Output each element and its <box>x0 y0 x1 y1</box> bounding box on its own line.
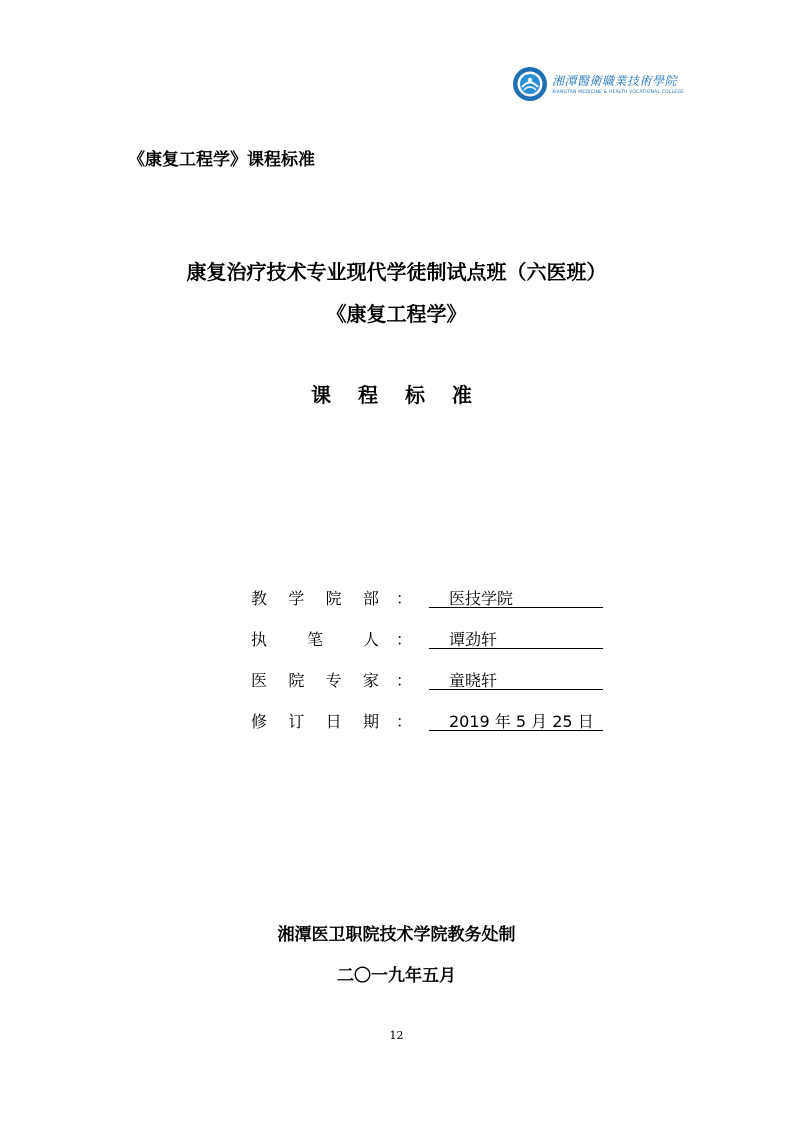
info-value-department: 医技学院 <box>429 586 603 608</box>
document-type-title: 课 程 标 准 <box>311 383 482 407</box>
header-title: 《康复工程学》课程标准 <box>128 150 315 170</box>
info-label: 教 学 院 部 <box>251 589 379 608</box>
info-colon: ： <box>396 671 413 690</box>
info-colon: ： <box>396 630 413 649</box>
info-value-revision-date: 2019 年 5 月 25 日 <box>429 709 603 731</box>
college-logo <box>512 66 685 106</box>
issue-date: 二〇一九年五月 <box>337 966 456 986</box>
info-colon: ： <box>396 589 413 608</box>
page-number: 12 <box>389 1029 404 1042</box>
info-colon: ： <box>396 712 413 731</box>
info-label: 执 笔 人 <box>251 630 379 649</box>
program-title: 康复治疗技术专业现代学徒制试点班（六医班） <box>186 260 607 284</box>
college-name: 湘潭醫衛職業技術學院 <box>552 74 678 88</box>
info-label: 修 订 日 期 <box>251 712 379 731</box>
issuing-office: 湘潭医卫职院技术学院教务处制 <box>277 925 516 945</box>
info-label: 医 院 专 家 <box>251 671 379 690</box>
info-value-hospital-expert: 童晓轩 <box>429 668 603 690</box>
course-title: 《康复工程学》 <box>326 302 467 326</box>
college-english-name: XIANGTAN MEDICINE & HEALTH VOCATIONAL COLLEGE <box>552 90 685 95</box>
college-emblem-icon <box>512 66 548 102</box>
info-value-author: 谭劲轩 <box>429 627 603 649</box>
